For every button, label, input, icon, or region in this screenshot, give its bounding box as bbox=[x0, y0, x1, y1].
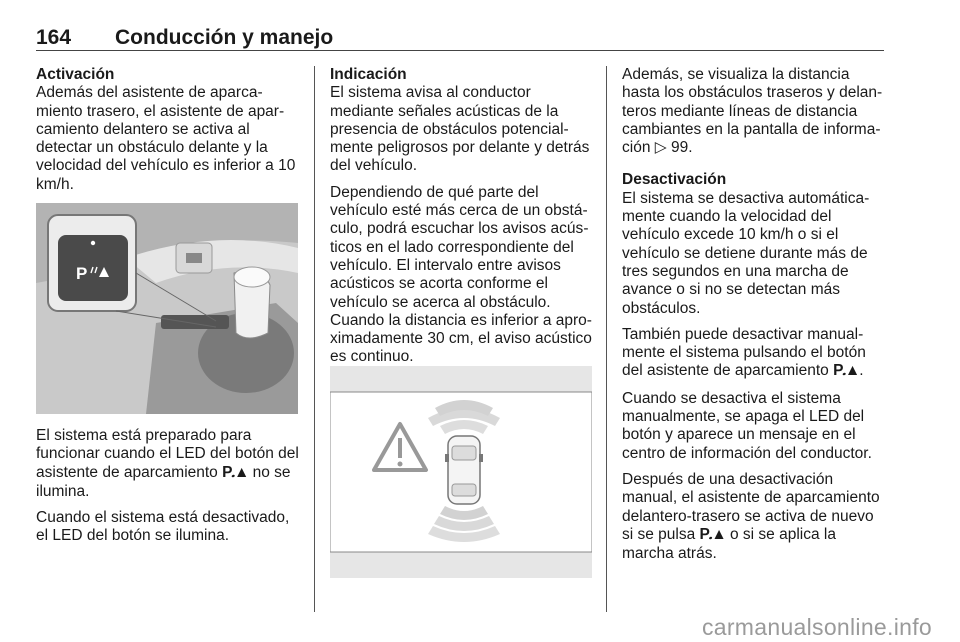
deactivation-heading: Desactivación bbox=[622, 171, 727, 189]
display-text: Además, se visualiza la distancia hasta los obstáculos traseros y delanteros mediante líneas de distancia cambiantes en la pantalla de información ▷ 99. bbox=[622, 66, 883, 157]
page-ref-arrow-icon: ▷ bbox=[654, 139, 667, 157]
column-divider-2 bbox=[606, 66, 607, 612]
column-2 bbox=[330, 66, 594, 375]
activation-text: Además del asistente de aparcamiento trasero, el asistente de aparcamiento delantero se activa al detectar un obstáculo delante y la velocidad del vehículo es inferior a 10 km/h. bbox=[36, 84, 296, 193]
ready-text: El sistema está preparado para funcionar cuando el LED del botón del asistente de aparcamiento P𝅘▲ no se ilumina. bbox=[36, 427, 299, 500]
park-assist-icon: P𝅘▲ bbox=[699, 525, 726, 543]
indication-heading: Indicación bbox=[330, 66, 407, 83]
chapter-title: Conducción y manejo bbox=[115, 26, 334, 49]
page-number: 164 bbox=[36, 26, 72, 49]
park-assist-icon: P𝅘▲ bbox=[833, 362, 860, 380]
indication-text: El sistema avisa al conductor mediante señales acústicas de la presencia de obstáculos potencialmente peligrosos por delante y detrás del vehículo. bbox=[330, 84, 590, 175]
distance-display-illustration bbox=[330, 366, 592, 578]
column-1-lower bbox=[36, 427, 300, 554]
park-assist-button-photo bbox=[36, 203, 298, 414]
column-1 bbox=[36, 66, 300, 202]
column-divider-1 bbox=[314, 66, 315, 612]
activation-heading: Activación bbox=[36, 66, 115, 83]
distance-text: Dependiendo de qué parte del vehículo esté más cerca de un obstáculo, podrá escuchar los avisos acústicos en el lado correspondiente del vehículo. El intervalo entre avisos acústicos se acorta conforme el vehículo se acerca al obstáculo. Cuando la distancia es inferior a aproximadamente 30 cm, el aviso acústico es continuo. bbox=[330, 183, 592, 366]
page-header bbox=[36, 26, 884, 52]
manual-deactivation-text: También puede desactivar manualmente el sistema pulsando el botón del asistente de aparcamiento P𝅘▲. bbox=[622, 326, 888, 382]
svg-text:P: P bbox=[76, 264, 88, 283]
deactivated-text: Cuando el sistema está desactivado, el LED del botón se ilumina. bbox=[36, 509, 290, 545]
deactivation-text: El sistema se desactiva automáticamente cuando la velocidad del vehículo excede 10 km/h o si el vehículo se detiene durante más de tres segundos en una marcha de avance o si no se detectan más obstáculos. bbox=[622, 189, 870, 317]
park-assist-icon: P𝅘▲ bbox=[222, 463, 249, 481]
column-3 bbox=[622, 66, 888, 571]
header-divider bbox=[36, 50, 884, 51]
manual-off-text: Cuando se desactiva el sistema manualmente, se apaga el LED del botón y aparece un mensaje en el centro de información del conductor. bbox=[622, 389, 872, 462]
reactivate-text: Después de una desactivación manual, el asistente de aparcamiento delantero-trasero se activa de nuevo si se pulsa P𝅘▲ o si se aplica la marcha atrás. bbox=[622, 470, 880, 563]
watermark: carmanualsonline.info bbox=[701, 614, 932, 640]
